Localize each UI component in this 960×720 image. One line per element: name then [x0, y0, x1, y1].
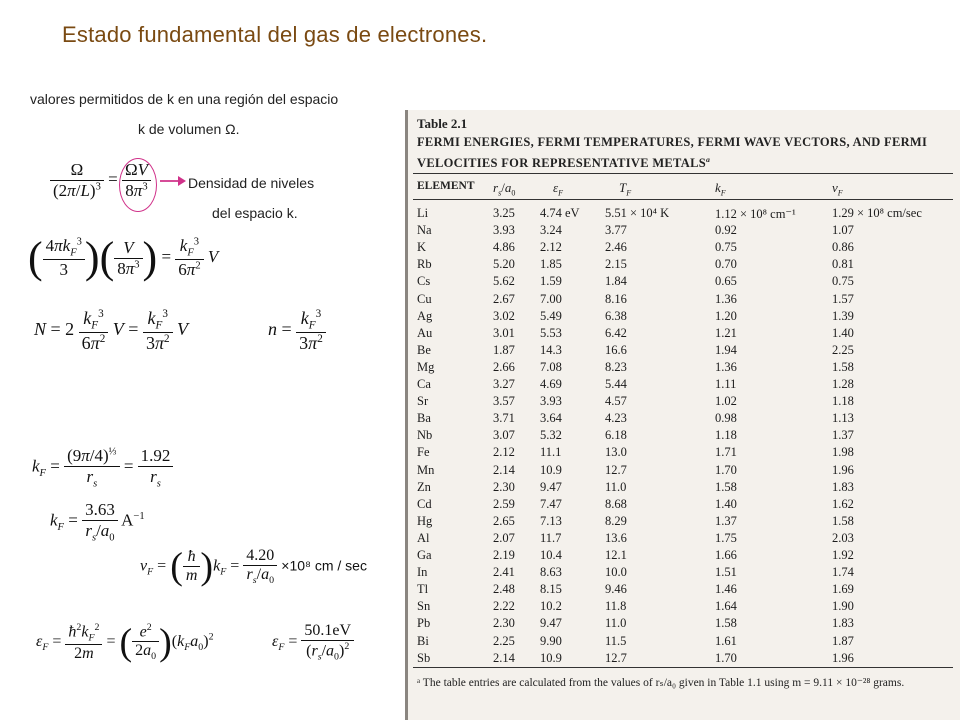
table-cell: 1.29 × 10⁸ cm/sec	[832, 206, 922, 220]
density-line-2: del espacio k.	[212, 205, 298, 221]
table-cell: 2.03	[832, 530, 854, 545]
table-row	[405, 411, 960, 428]
table-cell: 0.81	[832, 257, 854, 272]
highlight-circle	[119, 158, 157, 212]
equation-kf-rs: $k_F$ = $\frac{(9\pi/4)^{\frac{1}{3}}}{r_s}$ = $\frac{1.92}{r_s}$	[32, 446, 173, 489]
table-cell: 2.14	[493, 650, 515, 665]
table-cell: 1.36	[715, 359, 737, 374]
table-cell: 5.32	[540, 428, 562, 443]
table-cell: 1.57	[832, 291, 854, 306]
table-cell: 1.96	[832, 462, 854, 477]
table-cell: 0.92	[715, 223, 737, 238]
table-cell: 0.75	[715, 240, 737, 255]
table-cell: 11.7	[540, 530, 562, 545]
table-row	[405, 428, 960, 445]
table-cell: 1.40	[832, 325, 854, 340]
table-row	[405, 223, 960, 240]
table-cell: 0.65	[715, 274, 737, 289]
header-ef: $\varepsilon_F$	[553, 180, 564, 198]
table-cell: 12.1	[605, 548, 627, 562]
table-cell: 1.46	[715, 582, 737, 597]
table-row	[405, 531, 960, 548]
table-cell: 1.40	[715, 496, 737, 511]
table-cell: 1.21	[715, 325, 737, 340]
table-row	[405, 274, 960, 291]
equation-vf: $v_F$ = ( $\frac{ħ}{m}$ )$k_F$ = $\frac{4.20}{r_s/a_0}$ ×10⁸ cm / sec	[140, 545, 367, 588]
table-cell: 11.8	[605, 599, 627, 614]
table-cell: 5.44	[605, 377, 627, 391]
table-row	[405, 240, 960, 257]
table-number: Table 2.1	[417, 116, 468, 131]
table-row	[405, 360, 960, 377]
table-cell: In	[417, 565, 428, 580]
table-cell: 7.00	[540, 291, 562, 306]
table-caption: FERMI ENERGIES, FERMI TEMPERATURES, FERMI WAVE VECTORS, AND FERMI VELOCITIES FOR REPRESENTATIVE METALS$^a$	[417, 135, 928, 171]
table-cell: 1.87	[832, 633, 854, 648]
table-cell: 11.1	[540, 445, 562, 460]
table-cell: 10.0	[605, 565, 627, 580]
table-cell: Sn	[417, 599, 431, 614]
table-cell: 6.18	[605, 428, 627, 443]
table-cell: 7.08	[540, 359, 562, 374]
table-cell: 1.12 × 10⁸ cm⁻¹	[715, 207, 796, 221]
table-cell: 9.47	[540, 479, 562, 494]
table-cell: 3.27	[493, 377, 515, 391]
table-cell: Be	[417, 342, 431, 357]
table-cell: 1.36	[715, 291, 737, 306]
table-cell: 3.01	[493, 325, 515, 340]
table-cell: Mn	[417, 462, 435, 477]
intro-line-1: valores permitidos de k en una región del espacio	[30, 91, 339, 107]
table-cell: 2.48	[493, 582, 515, 597]
table-cell: 0.98	[715, 411, 737, 426]
table-cell: Ba	[417, 411, 431, 426]
table-cell: 3.77	[605, 223, 627, 238]
table-cell: 1.61	[715, 633, 737, 648]
table-cell: 2.46	[605, 240, 627, 255]
table-cell: 1.87	[493, 342, 515, 357]
table-cell: 3.24	[540, 223, 562, 238]
table-cell: 9.47	[540, 616, 562, 631]
table-cell: 1.28	[832, 377, 854, 391]
table-cell: 13.0	[605, 445, 627, 460]
table-cell: 1.20	[715, 308, 737, 323]
table-cell: 5.53	[540, 325, 562, 340]
table-cell: 14.3	[540, 342, 562, 357]
table-cell: 1.58	[715, 479, 737, 494]
table-cell: 1.94	[715, 342, 737, 357]
table-cell: 5.49	[540, 308, 562, 323]
table-cell: Cd	[417, 496, 432, 511]
table-cell: 1.58	[715, 616, 737, 631]
table-cell: 8.16	[605, 291, 627, 306]
table-cell: Fe	[417, 445, 430, 460]
table-row	[405, 616, 960, 633]
table-cell: Pb	[417, 616, 431, 631]
table-cell: Sr	[417, 394, 429, 409]
table-cell: 1.51	[715, 565, 737, 580]
table-cell: 1.37	[715, 513, 737, 528]
table-cell: 1.13	[832, 411, 854, 426]
table-cell: 3.25	[493, 206, 515, 220]
table-row	[405, 480, 960, 497]
table-cell: Cs	[417, 274, 431, 289]
table-top-rule	[413, 173, 953, 174]
table-cell: 2.66	[493, 359, 515, 374]
table-cell: 4.69	[540, 377, 562, 391]
table-cell: 1.90	[832, 599, 854, 614]
header-vf: $v_F$	[832, 180, 843, 198]
table-cell: 3.93	[493, 223, 515, 238]
header-kf: $k_F$	[715, 180, 726, 198]
density-line-1: Densidad de niveles	[188, 175, 315, 191]
table-cell: 1.64	[715, 599, 737, 614]
table-cell: 8.68	[605, 496, 627, 511]
table-row	[405, 292, 960, 309]
table-cell: 2.14	[493, 462, 515, 477]
table-cell: Bi	[417, 633, 429, 648]
table-cell: 1.84	[605, 274, 627, 289]
table-cell: 1.83	[832, 479, 854, 494]
page-title: Estado fundamental del gas de electrones.	[62, 22, 488, 47]
table-cell: 11.0	[605, 616, 627, 631]
table-cell: Ca	[417, 377, 431, 391]
table-cell: 1.75	[715, 530, 737, 545]
equation-density: n = $\frac{k_F^3}{3\pi^2}$	[268, 308, 326, 354]
table-cell: 1.58	[832, 359, 854, 374]
table-cell: 3.07	[493, 428, 515, 443]
table-cell: 8.15	[540, 582, 562, 597]
table-cell: Ag	[417, 308, 433, 323]
table-row	[405, 565, 960, 582]
table-cell: 8.63	[540, 565, 562, 580]
table-cell: 1.96	[832, 650, 854, 665]
table-cell: 0.70	[715, 257, 737, 272]
table-row	[405, 326, 960, 343]
equation-ef-numeric: $\varepsilon_F$ = $\frac{50.1eV}{(r_s/a_0)^2}$	[272, 622, 354, 663]
table-row	[405, 582, 960, 599]
table-row	[405, 548, 960, 565]
table-cell: 4.74 eV	[540, 206, 580, 220]
table-cell: Al	[417, 530, 430, 545]
table-cell: 7.13	[540, 513, 562, 528]
table-row	[405, 514, 960, 531]
table-cell: 7.47	[540, 496, 562, 511]
table-cell: 2.15	[605, 257, 627, 272]
table-cell: 13.6	[605, 530, 627, 545]
table-row	[405, 343, 960, 360]
table-cell: 1.85	[540, 257, 562, 272]
table-cell: 5.62	[493, 274, 515, 289]
table-cell: 2.65	[493, 513, 515, 528]
table-cell: 3.64	[540, 411, 562, 426]
table-cell: 8.23	[605, 359, 627, 374]
table-cell: 12.7	[605, 650, 627, 665]
equation-electron-number: N = 2 $\frac{k_F^3}{6\pi^2}$ V = $\frac{k_F^3}{3\pi^2}$ V	[34, 308, 189, 353]
table-row	[405, 463, 960, 480]
table-cell: 1.71	[715, 445, 737, 460]
table-cell: 6.38	[605, 308, 627, 323]
table-row	[405, 497, 960, 514]
table-header-rule	[413, 199, 953, 200]
table-cell: 2.12	[540, 240, 562, 255]
table-cell: Rb	[417, 257, 432, 272]
table-cell: 0.75	[832, 274, 854, 289]
table-cell: 4.23	[605, 411, 627, 426]
table-cell: 9.46	[605, 582, 627, 597]
table-cell: 1.98	[832, 445, 854, 460]
table-cell: 2.19	[493, 548, 515, 562]
table-row	[405, 309, 960, 326]
equation-ef: $\varepsilon_F$ = $\frac{ħ^2k_F^2}{2m}$ = ( $\frac{e^2}{2a_0}$ )$(k_Fa_0)^2$	[36, 621, 214, 664]
table-cell: 3.57	[493, 394, 515, 409]
table-cell: 1.18	[715, 428, 737, 443]
table-cell: 12.7	[605, 462, 627, 477]
table-cell: 10.4	[540, 548, 562, 562]
table-cell: 1.39	[832, 308, 854, 323]
table-cell: 8.29	[605, 513, 627, 528]
table-cell: 1.37	[832, 428, 854, 443]
header-tf: $T_F$	[619, 180, 632, 198]
table-row	[405, 599, 960, 616]
table-cell: 2.25	[832, 342, 854, 357]
table-cell: 2.67	[493, 291, 515, 306]
table-cell: 1.69	[832, 582, 854, 597]
table-cell: 11.5	[605, 633, 627, 648]
table-cell: 3.93	[540, 394, 562, 409]
table-cell: 2.30	[493, 616, 515, 631]
table-cell: Sb	[417, 650, 431, 665]
table-cell: Cu	[417, 291, 432, 306]
table-cell: 1.07	[832, 223, 854, 238]
table-cell: 5.51 × 10⁴ K	[605, 206, 670, 220]
equation-kf-angstrom: $k_F$ = $\frac{3.63}{r_s/a_0}$ $A^{-1}$	[50, 500, 145, 544]
table-cell: 1.74	[832, 565, 854, 580]
table-cell: 2.41	[493, 565, 515, 580]
table-cell: 4.86	[493, 240, 515, 255]
table-row	[405, 634, 960, 651]
table-cell: Nb	[417, 428, 433, 443]
table-cell: 2.30	[493, 479, 515, 494]
table-cell: 11.0	[605, 479, 627, 494]
table-cell: 10.9	[540, 650, 562, 665]
table-cell: 2.25	[493, 633, 515, 648]
equation-level-count: $\frac{\Omega}{(2\pi/L)^3}$ = $\frac{\Omega V}{8\pi^3}$	[50, 160, 151, 201]
arrow-icon	[160, 175, 186, 187]
header-element: ELEMENT	[417, 180, 475, 192]
table-cell: 0.86	[832, 240, 854, 255]
table-cell: 2.07	[493, 530, 515, 545]
table-cell: 3.71	[493, 411, 515, 426]
table-cell: 2.22	[493, 599, 515, 614]
table-cell: 1.58	[832, 513, 854, 528]
table-cell: 3.02	[493, 308, 515, 323]
table-cell: 10.9	[540, 462, 562, 477]
table-cell: 6.42	[605, 325, 627, 340]
table-cell: 1.70	[715, 650, 737, 665]
table-bottom-rule	[413, 667, 953, 668]
table-row	[405, 651, 960, 668]
fermi-table	[405, 110, 960, 720]
table-cell: 2.12	[493, 445, 515, 460]
table-cell: 1.59	[540, 274, 562, 289]
table-cell: 1.18	[832, 394, 854, 409]
table-cell: Mg	[417, 359, 435, 374]
table-cell: 1.92	[832, 548, 854, 562]
table-cell: 9.90	[540, 633, 562, 648]
table-cell: Au	[417, 325, 433, 340]
table-cell: Ga	[417, 548, 432, 562]
table-cell: K	[417, 240, 427, 255]
table-cell: 5.20	[493, 257, 515, 272]
table-footnote: ᵃ The table entries are calculated from the values of rₛ/a₀ given in Table 1.1 using m = 9.11 × 10⁻²⁸ grams.	[417, 677, 905, 689]
table-cell: 10.2	[540, 599, 562, 614]
table-cell: Li	[417, 206, 429, 220]
table-cell: Tl	[417, 582, 429, 597]
table-row	[405, 257, 960, 274]
table-row	[405, 377, 960, 394]
table-row	[405, 394, 960, 411]
table-row	[405, 206, 960, 223]
table-cell: 1.66	[715, 548, 737, 562]
table-cell: Hg	[417, 513, 433, 528]
table-cell: 16.6	[605, 342, 627, 357]
table-cell: 1.83	[832, 616, 854, 631]
table-cell: Zn	[417, 479, 431, 494]
equation-fermi-sphere: ( $\frac{4\pi k_F^3}{3}$ )( $\frac{V}{8\pi^3}$ ) = $\frac{k_F^3}{6\pi^2}$ V	[28, 233, 219, 282]
intro-line-2: k de volumen Ω.	[138, 121, 240, 137]
table-cell: 1.02	[715, 394, 737, 409]
table-cell: 4.57	[605, 394, 627, 409]
table-row	[405, 445, 960, 462]
table-cell: 1.70	[715, 462, 737, 477]
table-cell: 2.59	[493, 496, 515, 511]
table-cell: 1.11	[715, 377, 737, 391]
header-rs: $r_s/a_0$	[493, 180, 516, 198]
table-cell: Na	[417, 223, 432, 238]
table-cell: 1.62	[832, 496, 854, 511]
